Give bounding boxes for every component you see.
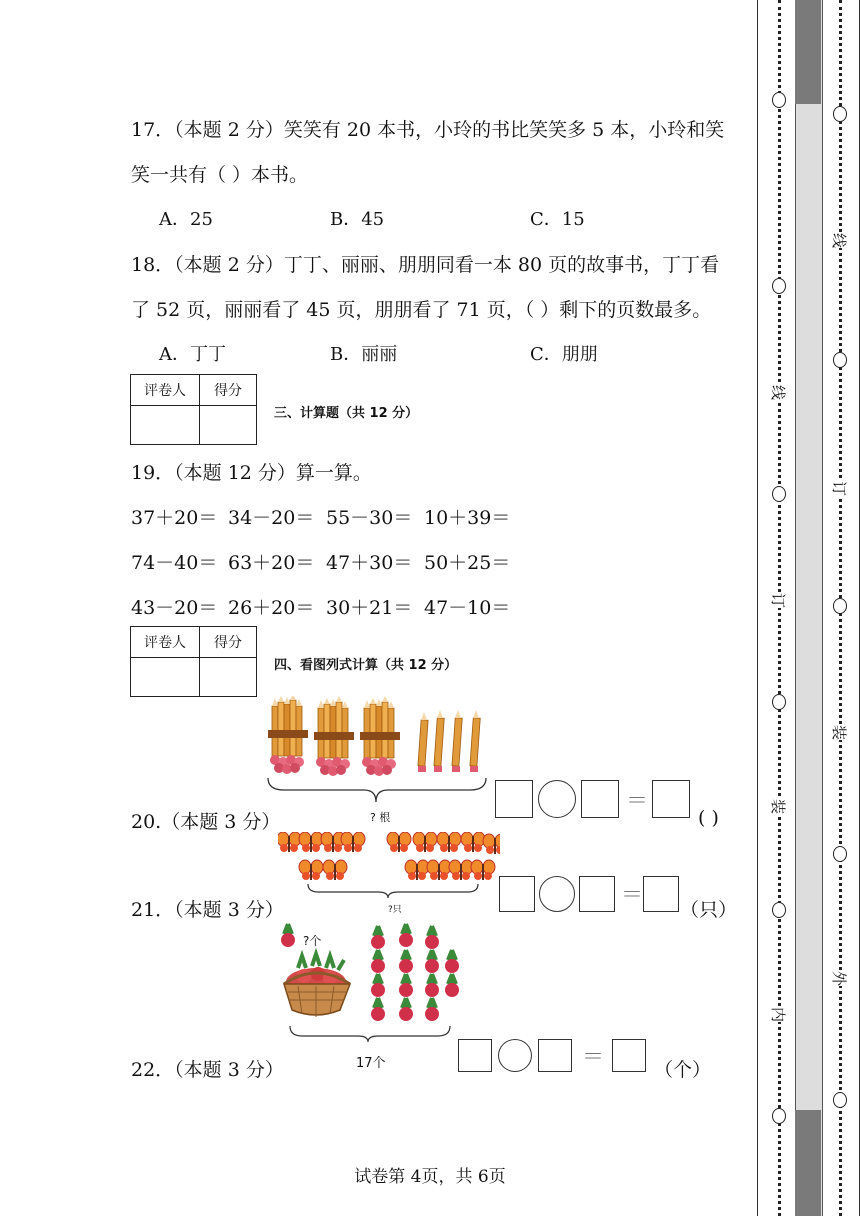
q18-line2: 了 52 页，丽丽看了 45 页，朋朋看了 71 页，（ ）剩下的页数最多。 bbox=[131, 299, 712, 321]
q19-item: 43－20＝ bbox=[131, 597, 218, 619]
equals-sign: ＝ bbox=[621, 883, 644, 908]
q22-caption-top: ?个 bbox=[303, 934, 322, 948]
butterflies-image bbox=[278, 832, 500, 912]
equals-sign: ＝ bbox=[626, 789, 649, 814]
answer-box[interactable] bbox=[499, 876, 535, 912]
score-table-section4 bbox=[130, 626, 257, 697]
q17-option-c: C．15 bbox=[530, 209, 585, 230]
q18-option-b: B．丽丽 bbox=[330, 344, 398, 365]
score-cell[interactable] bbox=[200, 406, 257, 445]
grader-cell[interactable] bbox=[131, 658, 200, 697]
q18-option-c: C．朋朋 bbox=[530, 344, 598, 365]
binding-label: 线 bbox=[769, 384, 788, 401]
binding-label: 线 bbox=[830, 232, 849, 249]
binding-margin bbox=[757, 0, 860, 1216]
q20-unit: ( ) bbox=[698, 807, 719, 829]
q19-item: 26＋20＝ bbox=[228, 597, 315, 619]
score-cell[interactable] bbox=[200, 658, 257, 697]
q21-caption: ?只 bbox=[388, 905, 402, 915]
q19-title: 19．（本题 12 分）算一算。 bbox=[131, 462, 372, 484]
answer-box[interactable] bbox=[612, 1039, 646, 1072]
q19-item: 47＋30＝ bbox=[326, 552, 413, 574]
page-footer: 试卷第 4页，共 6页 bbox=[354, 1167, 506, 1187]
operator-circle[interactable] bbox=[538, 780, 576, 818]
answer-box[interactable] bbox=[643, 876, 679, 912]
answer-box[interactable] bbox=[579, 876, 615, 912]
section-4-title: 四、看图列式计算（共 12 分） bbox=[274, 658, 458, 673]
radish-basket-image bbox=[278, 922, 470, 1054]
binding-label: 内 bbox=[769, 1006, 788, 1023]
q17-option-b: B．45 bbox=[330, 209, 385, 230]
score-header: 得分 bbox=[200, 627, 257, 658]
q19-item: 34－20＝ bbox=[228, 507, 315, 529]
q20-label: 20.（本题 3 分） bbox=[131, 811, 281, 833]
binding-label: 订 bbox=[769, 592, 788, 609]
answer-box[interactable] bbox=[458, 1039, 492, 1072]
binding-label: 装 bbox=[830, 724, 849, 741]
answer-box[interactable] bbox=[538, 1039, 572, 1072]
q21-label: 21．（本题 3 分） bbox=[131, 899, 284, 921]
q22-label: 22．（本题 3 分） bbox=[131, 1059, 284, 1081]
binding-label: 订 bbox=[830, 480, 849, 497]
q19-item: 63＋20＝ bbox=[228, 552, 315, 574]
binding-label: 装 bbox=[769, 798, 788, 815]
answer-box[interactable] bbox=[652, 780, 690, 818]
section-3-title: 三、计算题（共 12 分） bbox=[274, 406, 419, 421]
q19-item: 10＋39＝ bbox=[424, 507, 511, 529]
score-table-section3 bbox=[130, 374, 257, 445]
q17-option-a: A．25 bbox=[159, 209, 213, 230]
q18-option-a: A．丁丁 bbox=[159, 344, 226, 365]
q19-item: 30＋21＝ bbox=[326, 597, 413, 619]
q22-unit: （个） bbox=[654, 1059, 712, 1081]
grader-header: 评卷人 bbox=[131, 627, 200, 658]
operator-circle[interactable] bbox=[539, 876, 575, 912]
q19-item: 50＋25＝ bbox=[424, 552, 511, 574]
q17-line2: 笑一共有（ ）本书。 bbox=[131, 164, 309, 186]
q19-item: 74－40＝ bbox=[131, 552, 218, 574]
q21-unit: （只） bbox=[680, 899, 738, 921]
q17-line1: 17．（本题 2 分）笑笑有 20 本书，小玲的书比笑笑多 5 本，小玲和笑 bbox=[131, 119, 725, 141]
grader-header: 评卷人 bbox=[131, 375, 200, 406]
q19-item: 47－10＝ bbox=[424, 597, 511, 619]
equals-sign: ＝ bbox=[582, 1045, 605, 1070]
q19-item: 37＋20＝ bbox=[131, 507, 218, 529]
score-header: 得分 bbox=[200, 375, 257, 406]
q22-caption-bottom: 17个 bbox=[356, 1056, 386, 1071]
q18-line1: 18．（本题 2 分）丁丁、丽丽、朋朋同看一本 80 页的故事书，丁丁看 bbox=[131, 254, 720, 276]
binding-label: 外 bbox=[830, 970, 849, 987]
operator-circle[interactable] bbox=[498, 1039, 532, 1072]
grader-cell[interactable] bbox=[131, 406, 200, 445]
q19-item: 55－30＝ bbox=[326, 507, 413, 529]
q20-caption: ? 根 bbox=[370, 811, 391, 824]
answer-box[interactable] bbox=[495, 780, 533, 818]
answer-box[interactable] bbox=[581, 780, 619, 818]
